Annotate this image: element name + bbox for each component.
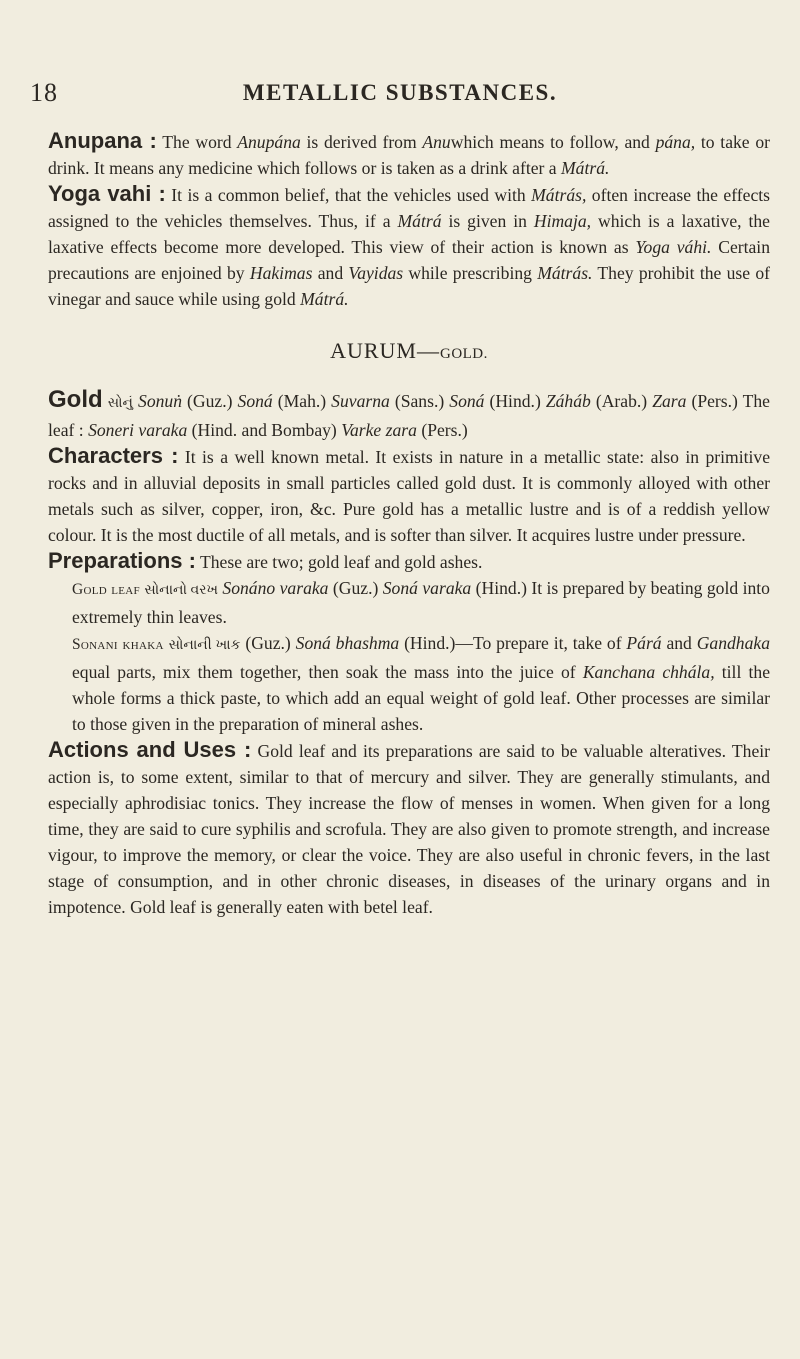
gujarati-gold-leaf-word: સોનાનો વરખ	[144, 583, 218, 598]
characters-paragraph: Characters : It is a well known metal. It exists in nature in a metallic state: also in primitive rocks and in alluvial deposits in small particles called gold dust. It is commonly alloyed with other metals such as silver, copper, iron, &c. Pure gold has a metallic lustre and is of a reddish yellow colour. It is the most ductile of all metals, and is softer than silver. It acquires lustre under pressure.	[48, 443, 771, 545]
preparations-paragraph: Preparations : These are two; gold leaf and gold ashes.	[48, 548, 483, 573]
actions-uses-term: Actions and Uses :	[48, 737, 252, 762]
gold-term: Gold	[48, 386, 103, 413]
gold-names-paragraph: Gold સોનું Sonuṅ (Guz.) Soná (Mah.) Suvarna (Sans.) Soná (Hind.) Záháb (Arab.) Zara (Pers.) The leaf : Soneri varaka (Hind. and Bombay) Varke zara (Pers.)	[48, 386, 770, 440]
anupana-paragraph: Anupana : The word Anupána is derived from Anuwhich means to follow, and pána, to take or drink. It means any medicine which follows or is taken as a drink after a Mátrá.	[48, 128, 770, 178]
preparations-term: Preparations :	[48, 548, 196, 573]
sonani-khaka-paragraph: Sonani khaka સોનાની ખાક (Guz.) Soná bhashma (Hind.)—To prepare it, take of Párá and Gandhaka equal parts, mix them together, then soak the mass into the juice of Kanchana chhála, till the whole forms a thick paste, to which add an equal weight of gold leaf. Other processes are similar to those given in the preparation of mineral ashes.	[72, 633, 771, 734]
running-title: METALLIC SUBSTANCES.	[242, 80, 558, 105]
sonani-khaka-label: Sonani khaka	[72, 636, 164, 653]
yoga-vahi-paragraph: Yoga vahi : It is a common belief, that the vehicles used with Mátrás, often increase the effects assigned to the vehicles themselves. Thus, if a Mátrá is given in Himaja, which is a laxative, the laxative effects become more developed. This view of their action is known as Yoga váhi. Certain precautions are enjoined by Hakimas and Vayidas while prescribing Mátrás. They prohibit the use of vinegar and sauce while using gold Mátrá.	[48, 181, 770, 309]
actions-uses-paragraph: Actions and Uses : Gold leaf and its preparations are said to be valuable alteratives. Their action is, to some extent, similar to that of mercury and silver. They are generally stimulants, and especially aphrodisiac tonics. They increase the flow of menses in women. When given for a long time, they are said to cure syphilis and scrofula. They are also given to promote strength, and increase vigour, to improve the memory, or clear the voice. They are also useful in chronic fevers, in the last stage of consumption, and in other chronic diseases, in diseases of the urinary organs and in impotence. Gold leaf is generally eaten with betel leaf.	[48, 737, 770, 917]
page-body	[48, 128, 770, 920]
anupana-term: Anupana :	[48, 128, 157, 153]
aurum-section-heading: AURUM—GOLD.	[330, 338, 488, 363]
page-number: 18	[30, 78, 58, 107]
gold-leaf-label: Gold leaf	[72, 581, 140, 598]
gujarati-gold-ash-word: સોનાની ખાક	[168, 638, 241, 653]
characters-term: Characters :	[48, 443, 179, 468]
gujarati-gold-word: સોનું	[107, 396, 133, 411]
yoga-vahi-term: Yoga vahi :	[48, 181, 166, 206]
gold-leaf-paragraph: Gold leaf સોનાનો વરખ Sonáno varaka (Guz.) Soná varaka (Hind.) It is prepared by beating gold into extremely thin leaves.	[72, 578, 770, 627]
